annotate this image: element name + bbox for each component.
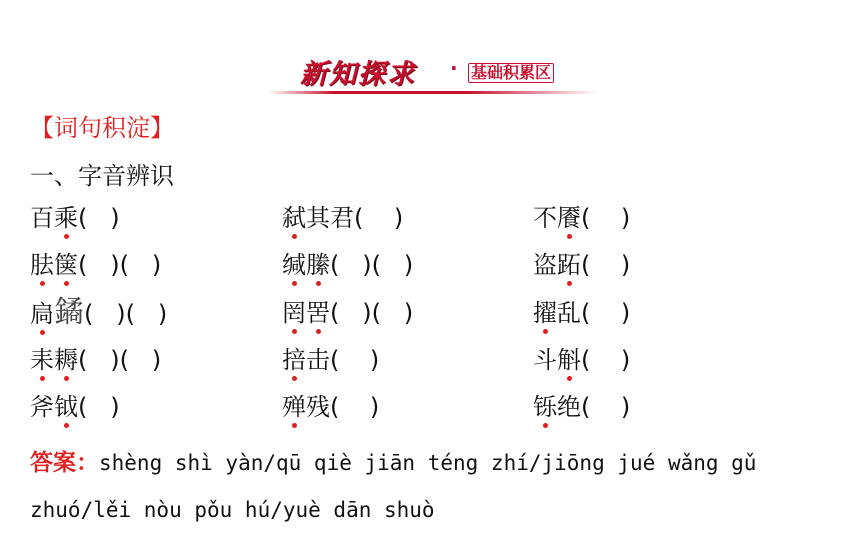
- section-label: 【词句积淀】: [30, 114, 174, 142]
- answer-text-2: zhuó/lěi nòu pǒu hú/yuè dān shuò: [30, 498, 435, 522]
- word-item: [282, 392, 379, 422]
- word-item: [30, 295, 168, 330]
- word-item: [282, 298, 413, 328]
- character: 斗: [533, 346, 557, 374]
- dotted-character: 跖: [557, 251, 581, 279]
- dotted-character: 扃: [30, 300, 54, 328]
- banner-title: 新知探求: [300, 59, 416, 90]
- dotted-character: 縢: [306, 251, 330, 279]
- character: 君: [330, 204, 354, 232]
- answer-line-2: [30, 487, 850, 534]
- dotted-character: 弑: [282, 204, 306, 232]
- character: 残: [306, 393, 330, 421]
- character: 盗: [533, 251, 557, 279]
- answer-blank: ( )( ): [330, 299, 414, 327]
- word-item: [533, 250, 630, 280]
- word-item: [533, 345, 630, 375]
- answer-blank: ( )( ): [330, 251, 414, 279]
- answer-blank: ( ): [581, 346, 631, 374]
- answer-block: [30, 440, 850, 534]
- word-item: [533, 392, 630, 422]
- dotted-character: 钺: [54, 393, 78, 421]
- dotted-character: 罟: [306, 299, 330, 327]
- answer-blank: ( )( ): [78, 346, 162, 374]
- word-item: [282, 250, 413, 280]
- answer-line-1: [30, 440, 850, 487]
- answer-blank: ( ): [581, 251, 631, 279]
- dotted-character: 斛: [557, 346, 581, 374]
- answer-blank: ( ): [581, 204, 631, 232]
- character: 击: [306, 346, 330, 374]
- dotted-character: 耒: [30, 346, 54, 374]
- dotted-character: 胠: [30, 251, 54, 279]
- character: 其: [306, 204, 330, 232]
- answer-label: 答案：: [30, 450, 99, 476]
- dotted-character: 乘: [54, 204, 78, 232]
- word-item: [30, 345, 161, 375]
- answer-blank: ( ): [78, 393, 120, 421]
- word-item: [282, 203, 403, 233]
- dotted-character: 罔: [282, 299, 306, 327]
- answer-blank: ( ): [581, 393, 631, 421]
- answer-blank: ( ): [330, 393, 380, 421]
- dotted-character: 铄: [533, 393, 557, 421]
- word-item: [30, 250, 161, 280]
- answer-blank: ( ): [78, 204, 120, 232]
- character: 不: [533, 204, 557, 232]
- dotted-character: 缄: [282, 251, 306, 279]
- character: 百: [30, 204, 54, 232]
- word-item: [282, 345, 379, 375]
- character: 斧: [30, 393, 54, 421]
- character: 乱: [557, 299, 581, 327]
- answer-text-1: shèng shì yàn/qū qiè jiān téng zhí/jiōng jué wǎng gǔ: [99, 451, 757, 475]
- word-item: [533, 203, 630, 233]
- word-item: [30, 203, 120, 233]
- word-item: [533, 298, 630, 328]
- answer-blank: ( ): [354, 204, 404, 232]
- dotted-character: 耨: [54, 346, 78, 374]
- exercise-heading: 一、字音辨识: [30, 162, 174, 190]
- banner-subtitle: 基础积累区: [468, 63, 554, 83]
- dotted-character: 掊: [282, 346, 306, 374]
- dotted-character: 箧: [54, 251, 78, 279]
- answer-blank: ( )( ): [78, 251, 162, 279]
- word-item: [30, 392, 120, 422]
- answer-blank: ( ): [330, 346, 380, 374]
- dotted-character: 擢: [533, 299, 557, 327]
- banner-separator: ·: [450, 56, 458, 80]
- dotted-character: 殚: [282, 393, 306, 421]
- character: 绝: [557, 393, 581, 421]
- answer-blank: ( )( ): [84, 300, 168, 328]
- banner-underline: [268, 91, 598, 94]
- dotted-character: 餍: [557, 204, 581, 232]
- character: 鐍: [54, 295, 84, 330]
- answer-blank: ( ): [581, 299, 631, 327]
